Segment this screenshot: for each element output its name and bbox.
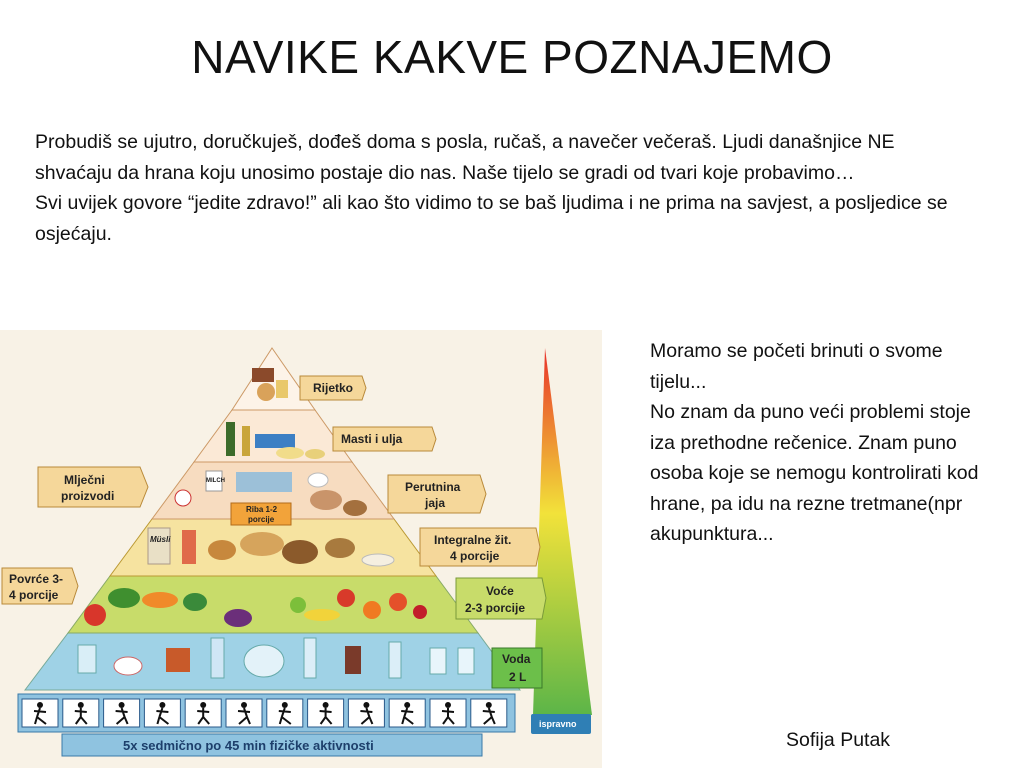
soccer-icon [430,699,466,727]
svg-text:Mlječni: Mlječni [64,473,105,487]
walking-icon [267,699,303,727]
activity-caption: 5x sedmično po 45 min fizičke aktivnosti [123,738,374,753]
label-perutnina-jaja [388,475,486,513]
label-integralne-zitarice [420,528,540,566]
svg-text:jaja: jaja [425,496,446,510]
cycling-icon [22,699,58,727]
svg-text:Povrće 3-: Povrće 3- [9,572,64,586]
soccer-icon [226,699,262,727]
side-text [650,336,980,550]
food-pyramid [0,330,602,768]
svg-text:4 porcije: 4 porcije [450,549,500,563]
svg-text:Masti i ulja: Masti i ulja [341,432,403,446]
hiking-icon [63,699,99,727]
swimming-icon [389,699,425,727]
hiking-icon [348,699,384,727]
label-rijetko [300,376,366,400]
svg-text:4 porcije: 4 porcije [9,588,59,602]
label-povrce [2,568,78,604]
side-paragraph-1: Moramo se početi brinuti o svome tijelu... [650,340,943,393]
label-masti-i-ulja [333,427,436,451]
author-name: Sofija Putak [786,729,891,751]
svg-text:Voda: Voda [502,652,531,666]
svg-text:Riba 1-2: Riba 1-2 [246,505,278,514]
svg-text:Voće: Voće [486,584,514,598]
label-mlijecni-proizvodi [38,467,148,507]
label-riba [231,503,291,525]
intro-text [35,127,965,249]
slide-title: NAVIKE KAKVE POZNAJEMO [191,31,833,83]
label-voda [492,648,542,688]
swimming-icon [104,699,140,727]
label-voce [456,578,546,619]
svg-text:porcije: porcije [248,515,275,524]
musli-box-label: Müsli [150,535,171,544]
running-icon [185,699,221,727]
svg-text:2 L: 2 L [509,670,527,684]
cycling-icon [308,699,344,727]
ispravno-label: ispravno [539,719,577,729]
svg-text:Integralne žit.: Integralne žit. [434,533,512,547]
intro-paragraph-2: Svi uvijek govore “jedite zdravo!” ali kao što vidimo to se baš ljudima i ne prima na savjest, a posljedice se osjećaju. [35,192,948,245]
gymnastics-icon [144,699,180,727]
food-pyramid-figure [0,330,602,768]
svg-text:2-3 porcije: 2-3 porcije [465,601,526,615]
milk-carton-label: MILCH [206,478,225,484]
svg-text:proizvodi: proizvodi [61,489,115,503]
svg-text:Perutnina: Perutnina [405,480,461,494]
svg-text:Rijetko: Rijetko [313,381,354,395]
side-paragraph-2: No znam da puno veći problemi stoje iza prethodne rečenice. Znam puno osoba koje se nemogu kontrolirati kod hrane, pa idu na rezne tretmane(npr akupunktura... [650,401,979,545]
running-icon [471,699,507,727]
intro-paragraph-1: Probudiš se ujutro, doručkuješ, dođeš doma s posla, ručaš, a navečer večeraš. Ljudi današnjice NE shvaćaju da hrana koju unosimo postaje dio nas. Naše tijelo se gradi od tvari koje probavimo… [35,131,895,184]
